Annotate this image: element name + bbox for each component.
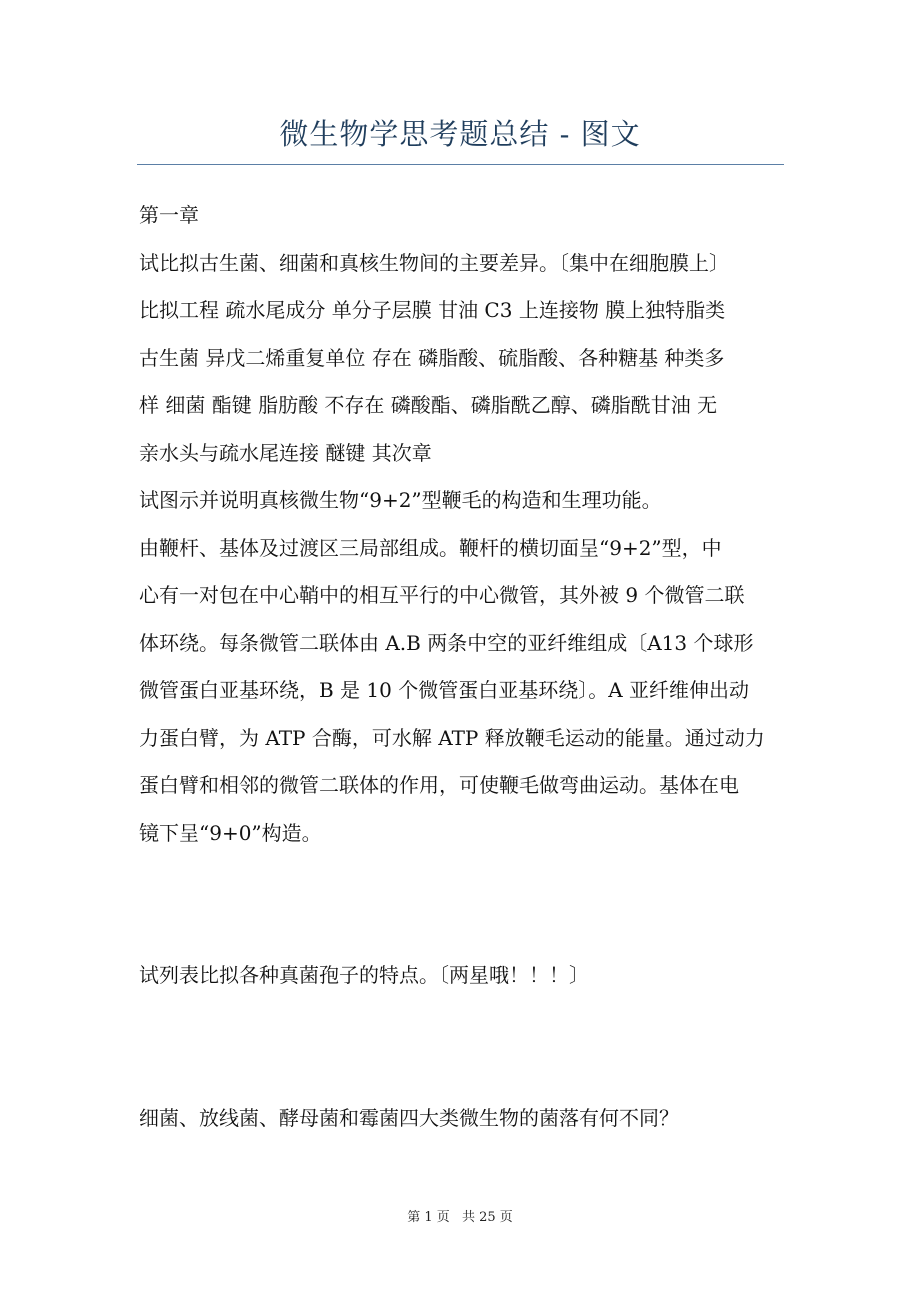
text-line: 镜下呈“9+0”构造。 [139, 820, 322, 845]
text-line: 微管蛋白亚基环绕，B 是 10 个微管蛋白亚基环绕〕。A 亚纤维伸出动 [139, 678, 750, 702]
text-line: 试图示并说明真核微生物“9+2”型鞭毛的构造和生理功能。 [139, 488, 662, 512]
text-line: 亲水头与疏水尾连接 醚键 其次章 [139, 440, 432, 465]
page-number: 第 1 页 [407, 1210, 450, 1225]
title-divider [137, 164, 784, 165]
text-line: 古生菌 异戊二烯重复单位 存在 磷脂酸、硫脂酸、各种糖基 种类多 [139, 345, 725, 370]
text-line: 心有一对包在中心鞘中的相互平行的中心微管，其外被 9 个微管二联 [139, 583, 745, 607]
text-line: 比拟工程 疏水尾成分 单分子层膜 甘油 C3 上连接物 膜上独特脂类 [139, 298, 726, 322]
page-footer [0, 1206, 920, 1225]
text-line: 力蛋白臂，为 ATP 合酶，可水解 ATP 释放鞭毛运动的能量。通过动力 [139, 725, 765, 750]
text-line: 蛋白臂和相邻的微管二联体的作用，可使鞭毛做弯曲运动。基体在电 [139, 773, 739, 797]
text-line: 由鞭杆、基体及过渡区三局部组成。鞭杆的横切面呈“9+2”型，中 [139, 535, 722, 560]
question-colonies: 细菌、放线菌、酵母菌和霉菌四大类微生物的菌落有何不同？ [139, 1105, 679, 1130]
text-line: 试比拟古生菌、细菌和真核生物间的主要差异。〔集中在细胞膜上〕 [139, 250, 729, 275]
page-title: 微生物学思考题总结 - 图文 [279, 117, 641, 151]
blank-space [139, 1000, 789, 1095]
page-total: 共 25 页 [461, 1210, 513, 1225]
blank-space [139, 857, 789, 952]
document-body [139, 192, 789, 1142]
text-line: 体环绕。每条微管二联体由 A.B 两条中空的亚纤维组成〔A13 个球形 [139, 630, 754, 655]
text-line: 样 细菌 酯键 脂肪酸 不存在 磷酸酯、磷脂酰乙醇、磷脂酰甘油 无 [139, 393, 718, 417]
chapter-heading: 第一章 [139, 203, 199, 227]
question-spores: 试列表比拟各种真菌孢子的特点。〔两星哦！！！〕 [139, 963, 589, 987]
